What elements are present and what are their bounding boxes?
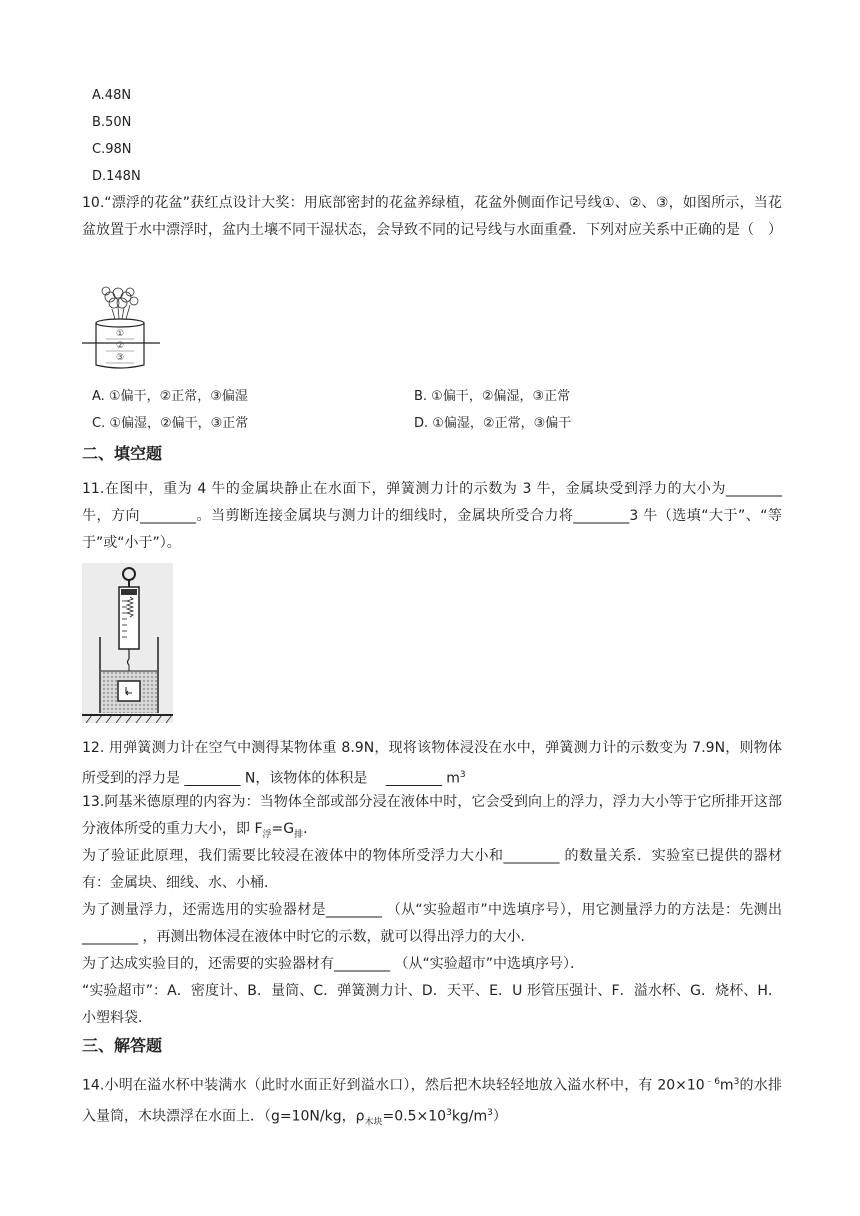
mark-3: ③	[115, 353, 125, 363]
question-11: 11.在图中，重为 4 牛的金属块静止在水面下，弹簧测力计的示数为 3 牛，金属块受到浮力的大小为________牛，方向________。当剪断连接金属块与测力计的细线时，金属块所受合力将________3 牛（选填“大于”、“等于”或“小于”）。	[82, 481, 782, 551]
spring-scale-figure	[82, 563, 173, 723]
question-13-para-4: 为了达成实验目的，还需要的实验器材有________ （从“实验超市”中选填序号）．	[82, 956, 584, 972]
option-d: D.148N	[92, 169, 141, 184]
question-13-intro: 13.阿基米德原理的内容为：当物体全部或部分浸在液体中时，它会受到向上的浮力，浮力大小等于它所排开这部分液体所受的重力大小，即 $F_浮=G_排$．	[82, 794, 782, 840]
option-c: C.98N	[92, 142, 132, 157]
option-b: B.50N	[92, 115, 132, 130]
q10-option-b: B. ①偏干，②偏湿，③正常	[414, 389, 571, 404]
mark-1: ①	[115, 329, 125, 339]
question-14: 14.小明在溢水杯中装满水（此时水面正好到溢水口），然后把木块轻轻地放入溢水杯中，有 $20\times 10^{﹣6}m^3$的水排入量筒，木块漂浮在水面上．（g=10N/kg，$\rho_{木块}=0.5\times 10^3kg/m^3$）	[82, 1077, 783, 1128]
question-12: 12. 用弹簧测力计在空气中测得某物体重 8.9N，现将该物体浸没在水中，弹簧测力计的示数变为 7.9N，则物体所受到的浮力是 ________ N，该物体的体积是 ________ $m^3$	[82, 740, 782, 787]
q10-option-a: A. ①偏干，②正常，③偏湿	[92, 389, 248, 404]
q10-option-d: D. ①偏湿，②正常，③偏干	[414, 416, 572, 431]
section-heading-fill-in: 二、填空题	[82, 444, 163, 463]
question-13-para-2: 为了验证此原理，我们需要比较浸在液体中的物体所受浮力大小和________ 的数量关系．实验室已提供的器材有：金属块、细线、水、小桶．	[82, 848, 782, 891]
flowerpot-figure	[82, 283, 162, 375]
question-10-stem: 10.“漂浮的花盆”获红点设计大奖：用底部密封的花盆养绿植，花盆外侧面作记号线①、②、③，如图所示，当花盆放置于水中漂浮时，盆内土壤不同干湿状态，会导致不同的记号线与水面重叠．下列对应关系中正确的是（ ）	[82, 195, 782, 238]
mark-2: ②	[115, 341, 125, 351]
section-heading-answer: 三、解答题	[82, 1036, 163, 1055]
question-13-para-3: 为了测量浮力，还需选用的实验器材是________ （从“实验超市”中选填序号），用它测量浮力的方法是：先测出________ ，再测出物体浸在液体中时它的示数，就可以得出浮力的大小．	[82, 902, 782, 945]
question-13-experiment-supermarket: “实验超市”：A．密度计、B．量筒、C．弹簧测力计、D．天平、E．U 形管压强计、F．溢水杯、G．烧杯、H．小塑料袋．	[82, 983, 782, 1026]
option-a: A.48N	[92, 88, 132, 103]
q10-option-c: C. ①偏湿，②偏干，③正常	[92, 416, 249, 431]
